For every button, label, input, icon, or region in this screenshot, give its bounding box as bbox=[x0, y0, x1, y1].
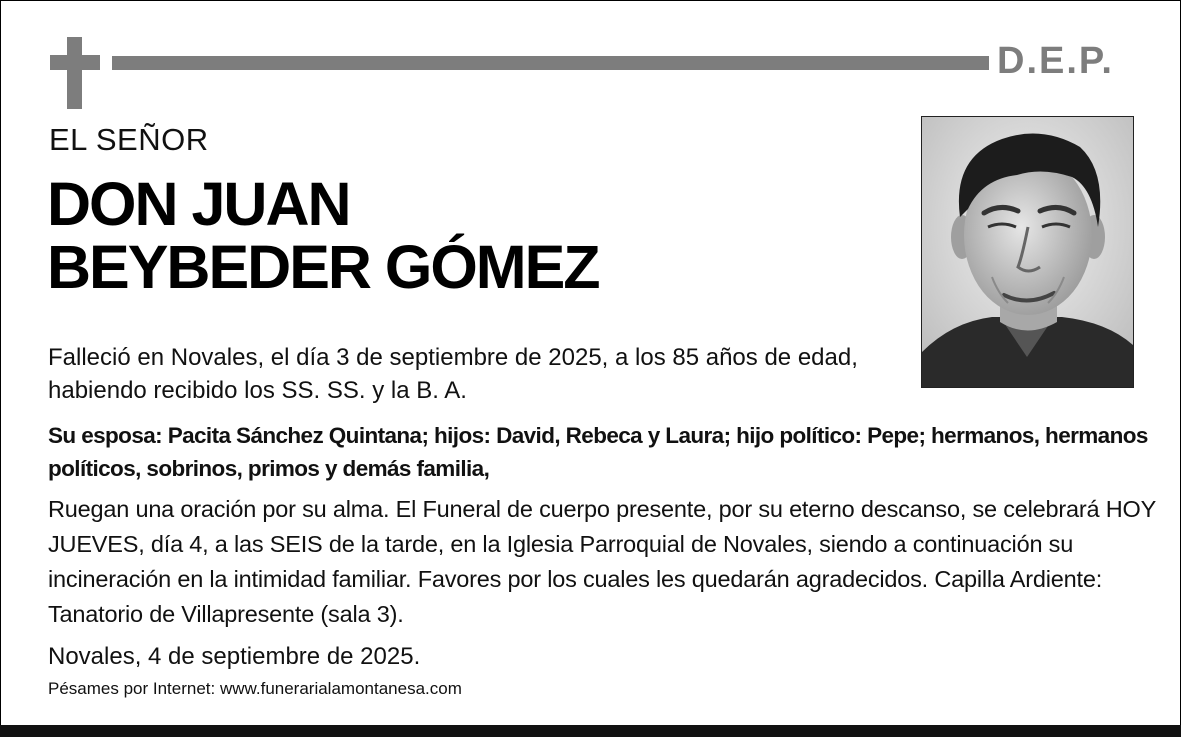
bottom-rule bbox=[0, 725, 1181, 737]
portrait-photo bbox=[921, 116, 1134, 388]
cross-icon bbox=[67, 37, 82, 109]
name-line-1: DON JUAN bbox=[47, 170, 350, 238]
funeral-service-text: Ruegan una oración por su alma. El Funeral de cuerpo presente, por su eterno descanso, se celebrará HOY JUEVES, día 4, a las SEIS de la tarde, en la Iglesia Parroquial de Novales, siendo a continuación su incineración en la intimidad familiar. Favores por los cuales les quedarán agradecidos. Capilla Ardiente: Tanatorio de Villapresente (sala 3). bbox=[48, 496, 1156, 627]
condolences-website: Pésames por Internet: www.funerarialamontanesa.com bbox=[48, 679, 462, 698]
deceased-name bbox=[47, 170, 599, 301]
death-notice-text: Falleció en Novales, el día 3 de septiembre de 2025, a los 85 años de edad, habiendo recibido los SS. SS. y la B. A. bbox=[48, 344, 858, 404]
honorific: EL SEÑOR bbox=[49, 122, 209, 157]
name-line-2: BEYBEDER GÓMEZ bbox=[47, 233, 599, 301]
place-and-date: Novales, 4 de septiembre de 2025. bbox=[48, 643, 421, 670]
cross-icon-bar bbox=[50, 55, 100, 70]
family-members-text: Su esposa: Pacita Sánchez Quintana; hijos: David, Rebeca y Laura; hijo político: Pepe; hermanos, hermanos políticos, sobrinos, primos y demás familia, bbox=[48, 423, 1148, 481]
header-rule bbox=[112, 56, 989, 70]
dep-badge: D.E.P. bbox=[997, 40, 1114, 82]
portrait-photo-icon bbox=[922, 117, 1133, 387]
